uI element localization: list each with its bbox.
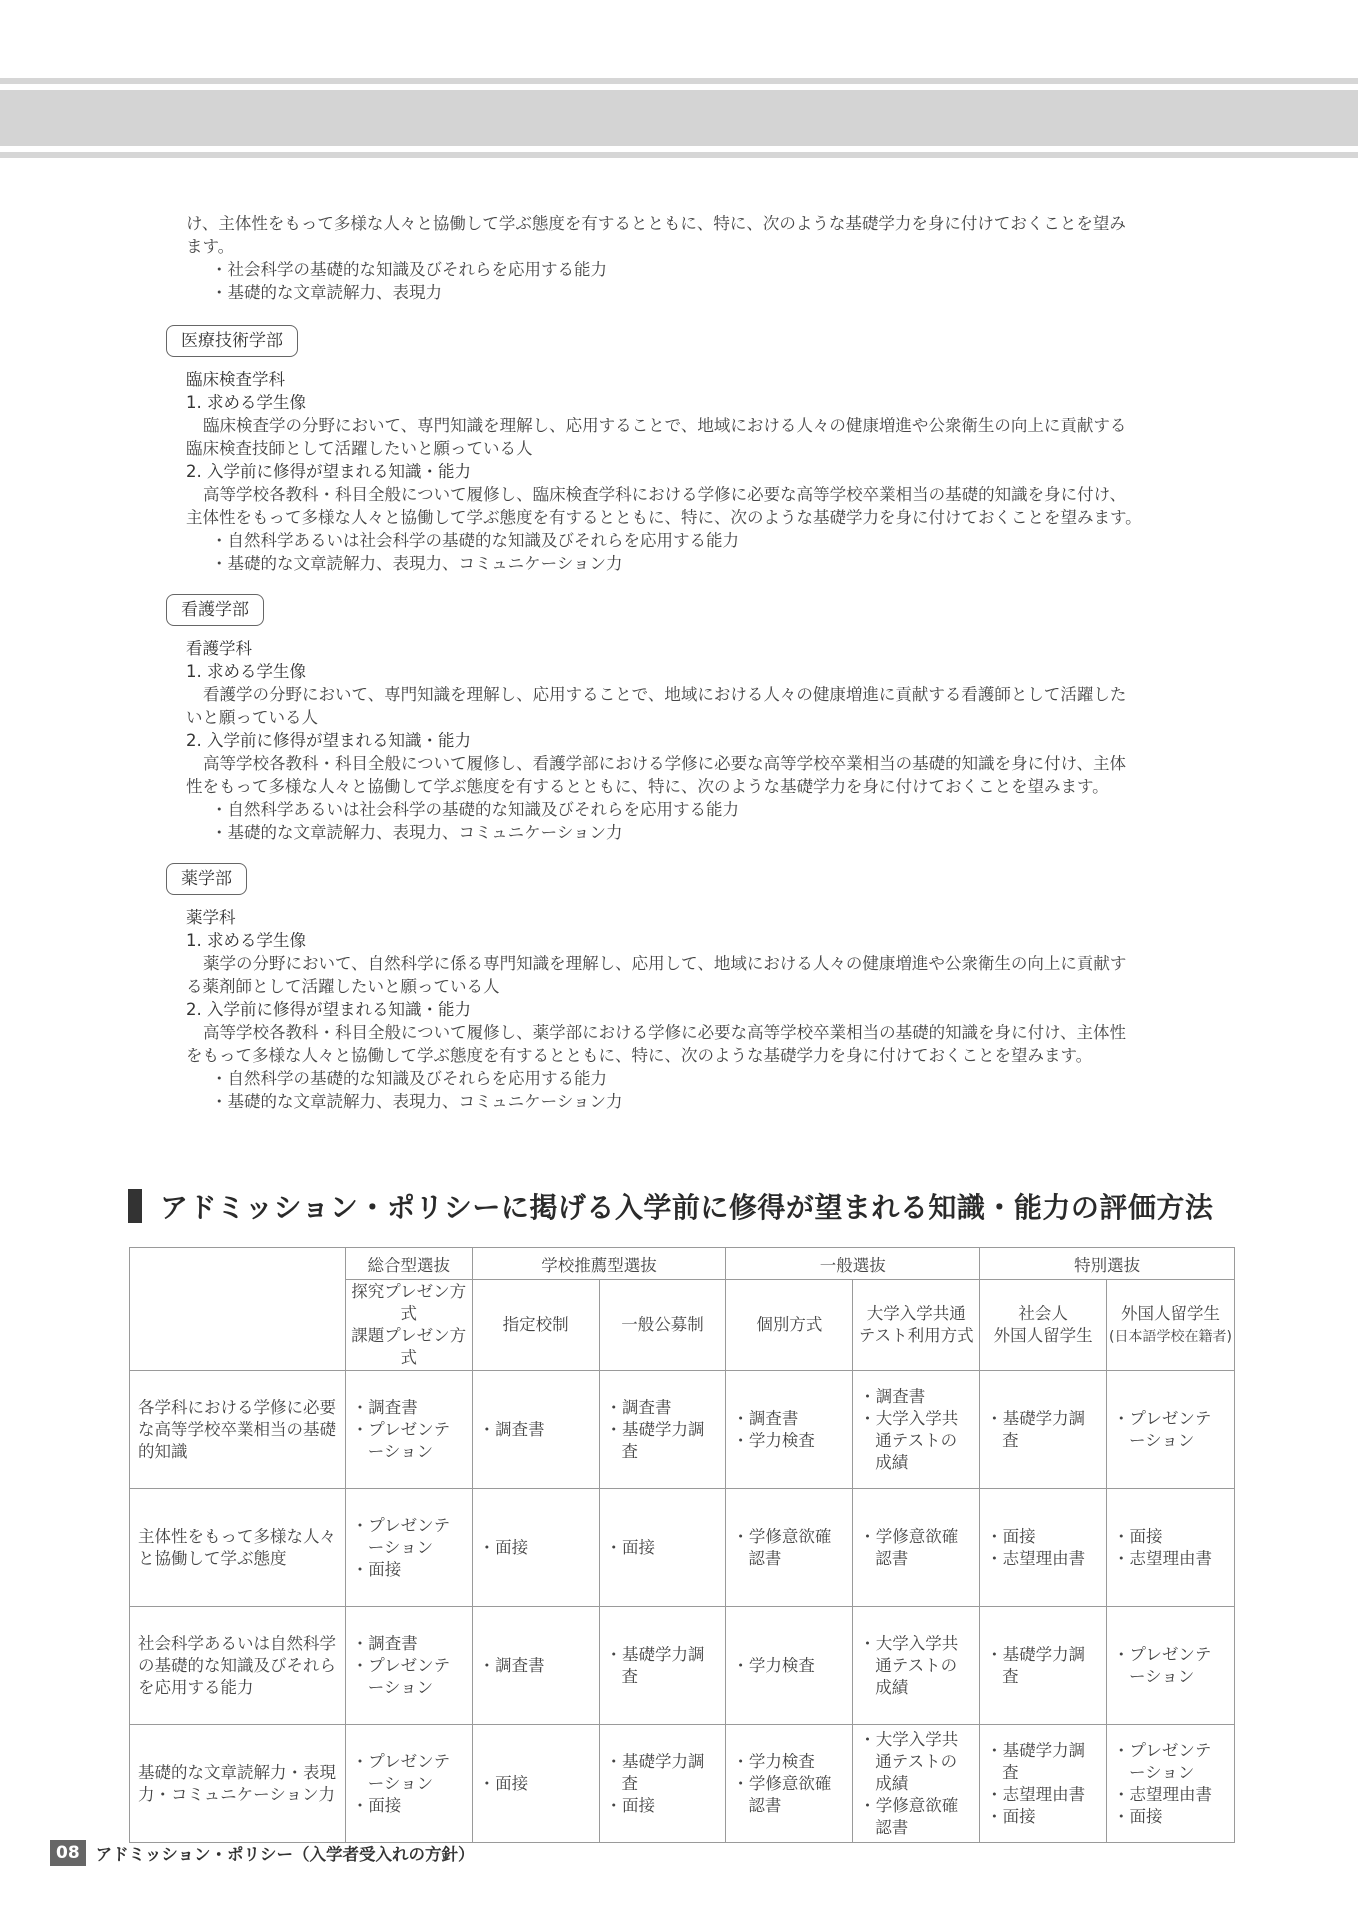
faculty-label-medical-tech: 医療技術学部 (166, 325, 298, 357)
cell-item: ・面接 (1113, 1806, 1163, 1826)
cell-item: ・基礎学力調査 (605, 1751, 705, 1793)
table-cell (980, 1371, 1107, 1489)
cell-item: ・学修意欲確認書 (732, 1526, 832, 1568)
cell-item: ・大学入学共通テストの成績 (859, 1408, 959, 1472)
table-cell (345, 1607, 472, 1725)
table-cell (345, 1725, 472, 1843)
paragraph-line: 主体性をもって多様な人々と協働して学ぶ態度を有するとともに、特に、次のような基礎学力を身に付けておくことを望みます。 (186, 508, 1142, 527)
faculty-label-nursing: 看護学部 (166, 594, 264, 626)
cell-item: ・面接 (351, 1559, 402, 1579)
paragraph-line: をもって多様な人々と協働して学ぶ態度を有するとともに、特に、次のような基礎学力を身に付けておくことを望みます。 (186, 1046, 1093, 1065)
table-cell (345, 1371, 472, 1489)
bullet-item: ・基礎的な文章読解力、表現力、コミュニケーション力 (211, 554, 623, 573)
cell-item: ・面接 (478, 1537, 529, 1557)
method-line: 個別方式 (756, 1315, 823, 1334)
table-corner-cell (130, 1248, 346, 1371)
intro-bullet: ・社会科学の基礎的な知識及びそれらを応用する能力 (211, 260, 607, 279)
bullet-item: ・自然科学あるいは社会科学の基礎的な知識及びそれらを応用する能力 (211, 800, 739, 819)
subject-title: 看護学科 (186, 639, 252, 658)
intro-line: ます。 (186, 237, 235, 256)
section-heading: 1. 求める学生像 (186, 931, 306, 950)
group-header: 特別選抜 (980, 1248, 1235, 1280)
method-header (726, 1280, 853, 1371)
department-section-medical-tech (186, 368, 1236, 575)
intro-bullet: ・基礎的な文章読解力、表現力 (211, 283, 442, 302)
intro-text (186, 212, 1236, 304)
method-line: 探究プレゼン方式 (351, 1282, 467, 1323)
section-heading: 2. 入学前に修得が望まれる知識・能力 (186, 1000, 471, 1019)
department-section-nursing (186, 637, 1236, 844)
method-line: 課題プレゼン方式 (351, 1326, 467, 1367)
method-header (472, 1280, 599, 1371)
section-heading: 2. 入学前に修得が望まれる知識・能力 (186, 462, 471, 481)
table-cell (980, 1725, 1107, 1843)
header-rule-top (0, 78, 1358, 84)
method-header (853, 1280, 980, 1371)
cell-item: ・面接 (478, 1773, 529, 1793)
table-cell (853, 1607, 980, 1725)
cell-item: ・調査書 (732, 1408, 799, 1428)
cell-item: ・基礎学力調査 (605, 1644, 705, 1686)
table-row (130, 1725, 1235, 1843)
row-label: 基礎的な文章読解力・表現力・コミュニケーション力 (130, 1725, 346, 1843)
cell-item: ・プレゼンテーション (351, 1751, 451, 1793)
table-cell (853, 1371, 980, 1489)
cell-item: ・面接 (1113, 1526, 1163, 1546)
intro-line: け、主体性をもって多様な人々と協働して学ぶ態度を有するとともに、特に、次のような基礎学力を身に付けておくことを望み (186, 214, 1126, 233)
table-cell (726, 1607, 853, 1725)
row-label: 各学科における学修に必要な高等学校卒業相当の基礎的知識 (130, 1371, 346, 1489)
table-cell (1107, 1489, 1235, 1607)
cell-item: ・調査書 (351, 1633, 418, 1653)
method-header (980, 1280, 1107, 1371)
method-line: 大学入学共通 (866, 1304, 966, 1323)
table-cell (599, 1725, 726, 1843)
cell-item: ・調査書 (605, 1397, 672, 1417)
cell-item: ・面接 (986, 1526, 1036, 1546)
cell-item: ・志望理由書 (986, 1548, 1086, 1568)
cell-item: ・プレゼンテーション (1113, 1644, 1212, 1686)
table-row (130, 1607, 1235, 1725)
table-cell (726, 1725, 853, 1843)
cell-item: ・プレゼンテーション (351, 1655, 451, 1697)
cell-item: ・大学入学共通テストの成績 (859, 1729, 959, 1793)
header-band (0, 90, 1358, 146)
table-cell (1107, 1725, 1235, 1843)
table-cell (1107, 1607, 1235, 1725)
table-row (130, 1489, 1235, 1607)
cell-item: ・プレゼンテーション (351, 1515, 451, 1557)
cell-item: ・面接 (605, 1537, 656, 1557)
table-cell (726, 1371, 853, 1489)
table-cell (726, 1489, 853, 1607)
paragraph-line: 高等学校各教科・科目全般について履修し、看護学部における学修に必要な高等学校卒業相当の基礎的知識を身に付け、主体 (203, 754, 1127, 773)
method-line: 外国人留学生 (993, 1326, 1093, 1345)
cell-item: ・学修意欲確認書 (859, 1526, 959, 1568)
paragraph-line: る薬剤師として活躍したいと願っている人 (186, 977, 500, 996)
method-line: 外国人留学生 (1121, 1303, 1220, 1323)
cell-item: ・調査書 (478, 1419, 545, 1439)
cell-item: ・調査書 (351, 1397, 418, 1417)
paragraph-line: 薬学の分野において、自然科学に係る専門知識を理解し、応用して、地域における人々の健康増進や公衆衛生の向上に貢献す (203, 954, 1127, 973)
table-cell (599, 1607, 726, 1725)
page-number: 08 (50, 1840, 86, 1866)
bullet-item: ・基礎的な文章読解力、表現力、コミュニケーション力 (211, 1092, 623, 1111)
table-cell (599, 1371, 726, 1489)
method-header (1107, 1280, 1235, 1371)
cell-item: ・基礎学力調査 (986, 1740, 1086, 1782)
table-cell (1107, 1371, 1235, 1489)
page-footer (50, 1840, 475, 1866)
method-line: 一般公募制 (621, 1315, 704, 1334)
table-cell (472, 1607, 599, 1725)
method-line: 指定校制 (502, 1315, 569, 1334)
row-label: 主体性をもって多様な人々と協働して学ぶ態度 (130, 1489, 346, 1607)
section-heading: 1. 求める学生像 (186, 662, 306, 681)
subject-title: 薬学科 (186, 908, 236, 927)
table-cell (980, 1607, 1107, 1725)
evaluation-section-title (128, 1186, 1213, 1226)
evaluation-table (129, 1247, 1235, 1843)
table-cell (853, 1725, 980, 1843)
bullet-item: ・自然科学の基礎的な知識及びそれらを応用する能力 (211, 1069, 607, 1088)
cell-item: ・基礎学力調査 (605, 1419, 705, 1461)
table-cell (472, 1489, 599, 1607)
paragraph-line: 高等学校各教科・科目全般について履修し、薬学部における学修に必要な高等学校卒業相当の基礎的知識を身に付け、主体性 (203, 1023, 1127, 1042)
cell-item: ・面接 (351, 1795, 402, 1815)
table-row (130, 1371, 1235, 1489)
evaluation-title-text: アドミッション・ポリシーに掲げる入学前に修得が望まれる知識・能力の評価方法 (160, 1191, 1214, 1224)
paragraph-line: 高等学校各教科・科目全般について履修し、臨床検査学科における学修に必要な高等学校卒業相当の基礎的知識を身に付け、 (203, 485, 1127, 504)
cell-item: ・志望理由書 (1113, 1548, 1213, 1568)
header-rule-bottom (0, 152, 1358, 158)
faculty-label-pharmacy: 薬学部 (166, 863, 247, 895)
table-cell (345, 1489, 472, 1607)
title-bar-marker (128, 1189, 142, 1223)
cell-item: ・調査書 (859, 1386, 926, 1406)
cell-item: ・学修意欲確認書 (732, 1773, 832, 1815)
paragraph-line: 臨床検査学の分野において、専門知識を理解し、応用することで、地域における人々の健康増進や公衆衛生の向上に貢献する (203, 416, 1127, 435)
table-cell (472, 1725, 599, 1843)
paragraph-line: 臨床検査技師として活躍したいと願っている人 (186, 439, 533, 458)
section-heading: 2. 入学前に修得が望まれる知識・能力 (186, 731, 471, 750)
method-line: テスト利用方式 (858, 1326, 974, 1345)
bullet-item: ・自然科学あるいは社会科学の基礎的な知識及びそれらを応用する能力 (211, 531, 739, 550)
cell-item: ・学力検査 (732, 1751, 815, 1771)
table-cell (980, 1489, 1107, 1607)
footer-title: アドミッション・ポリシー（入学者受入れの方針） (95, 1845, 475, 1864)
section-heading: 1. 求める学生像 (186, 393, 306, 412)
row-label: 社会科学あるいは自然科学の基礎的な知識及びそれらを応用する能力 (130, 1607, 346, 1725)
method-header (345, 1280, 472, 1371)
cell-item: ・面接 (605, 1795, 656, 1815)
table-cell (599, 1489, 726, 1607)
subject-title: 臨床検査学科 (186, 370, 285, 389)
cell-item: ・学力検査 (732, 1430, 815, 1450)
cell-item: ・プレゼンテーション (351, 1419, 451, 1461)
method-header (599, 1280, 726, 1371)
method-line: (日本語学校在籍者) (1109, 1328, 1232, 1345)
method-line: 社会人 (1018, 1304, 1068, 1323)
table-cell (853, 1489, 980, 1607)
group-header: 総合型選抜 (345, 1248, 472, 1280)
cell-item: ・志望理由書 (986, 1784, 1086, 1804)
cell-item: ・プレゼンテーション (1113, 1408, 1212, 1450)
cell-item: ・学修意欲確認書 (859, 1795, 959, 1837)
table-header-groups (130, 1248, 1235, 1280)
paragraph-line: 看護学の分野において、専門知識を理解し、応用することで、地域における人々の健康増進に貢献する看護師として活躍した (203, 685, 1127, 704)
bullet-item: ・基礎的な文章読解力、表現力、コミュニケーション力 (211, 823, 623, 842)
group-header: 学校推薦型選抜 (472, 1248, 726, 1280)
cell-item: ・調査書 (478, 1655, 545, 1675)
cell-item: ・基礎学力調査 (986, 1644, 1086, 1686)
group-header: 一般選抜 (726, 1248, 980, 1280)
paragraph-line: 性をもって多様な人々と協働して学ぶ態度を有するとともに、特に、次のような基礎学力を身に付けておくことを望みます。 (186, 777, 1109, 796)
cell-item: ・基礎学力調査 (986, 1408, 1086, 1450)
table-cell (472, 1371, 599, 1489)
cell-item: ・プレゼンテーション (1113, 1740, 1212, 1782)
cell-item: ・志望理由書 (1113, 1784, 1213, 1804)
paragraph-line: いと願っている人 (186, 708, 318, 727)
cell-item: ・学力検査 (732, 1655, 815, 1675)
cell-item: ・大学入学共通テストの成績 (859, 1633, 959, 1697)
cell-item: ・面接 (986, 1806, 1036, 1826)
department-section-pharmacy (186, 906, 1236, 1113)
